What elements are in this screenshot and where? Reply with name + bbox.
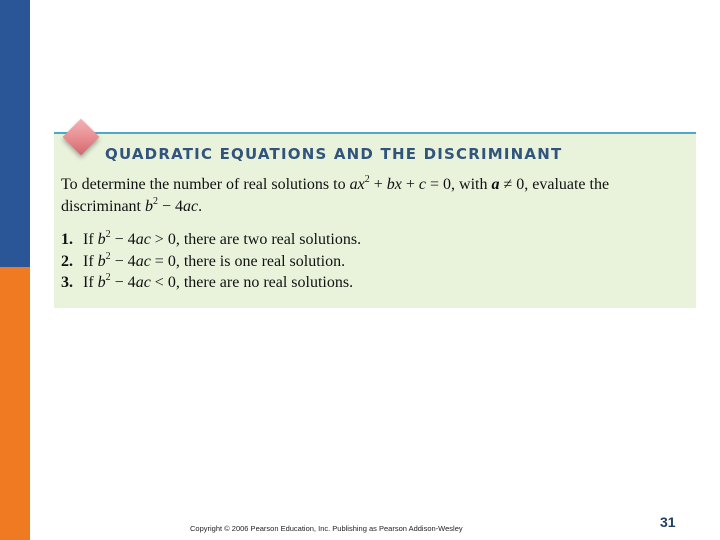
page-number: 31	[660, 514, 676, 530]
discriminant-rules-list	[61, 229, 361, 294]
copyright-notice: Copyright © 2006 Pearson Education, Inc. Publishing as Pearson Addison-Wesley	[190, 524, 463, 533]
rule-item: 2. If $b^2 - 4ac = 0$, there is one real solution.	[61, 250, 346, 270]
diamond-bullet-icon	[60, 116, 100, 156]
sidebar-blue-band	[0, 0, 30, 267]
sidebar-orange-band	[0, 267, 30, 540]
box-heading: QUADRATIC EQUATIONS AND THE DISCRIMINANT	[105, 145, 563, 163]
intro-text: To determine the number of real solutions to $ax^2$ + bx + c = 0, with a ≠ 0, evaluate the discriminant $b^2 - 4ac$.	[61, 174, 610, 215]
rule-item: 3. If $b^2 - 4ac < 0$, there are no real solutions.	[61, 272, 354, 291]
rule-item: 1. If $b^2 - 4ac > 0$, there are two real solutions.	[61, 229, 362, 248]
